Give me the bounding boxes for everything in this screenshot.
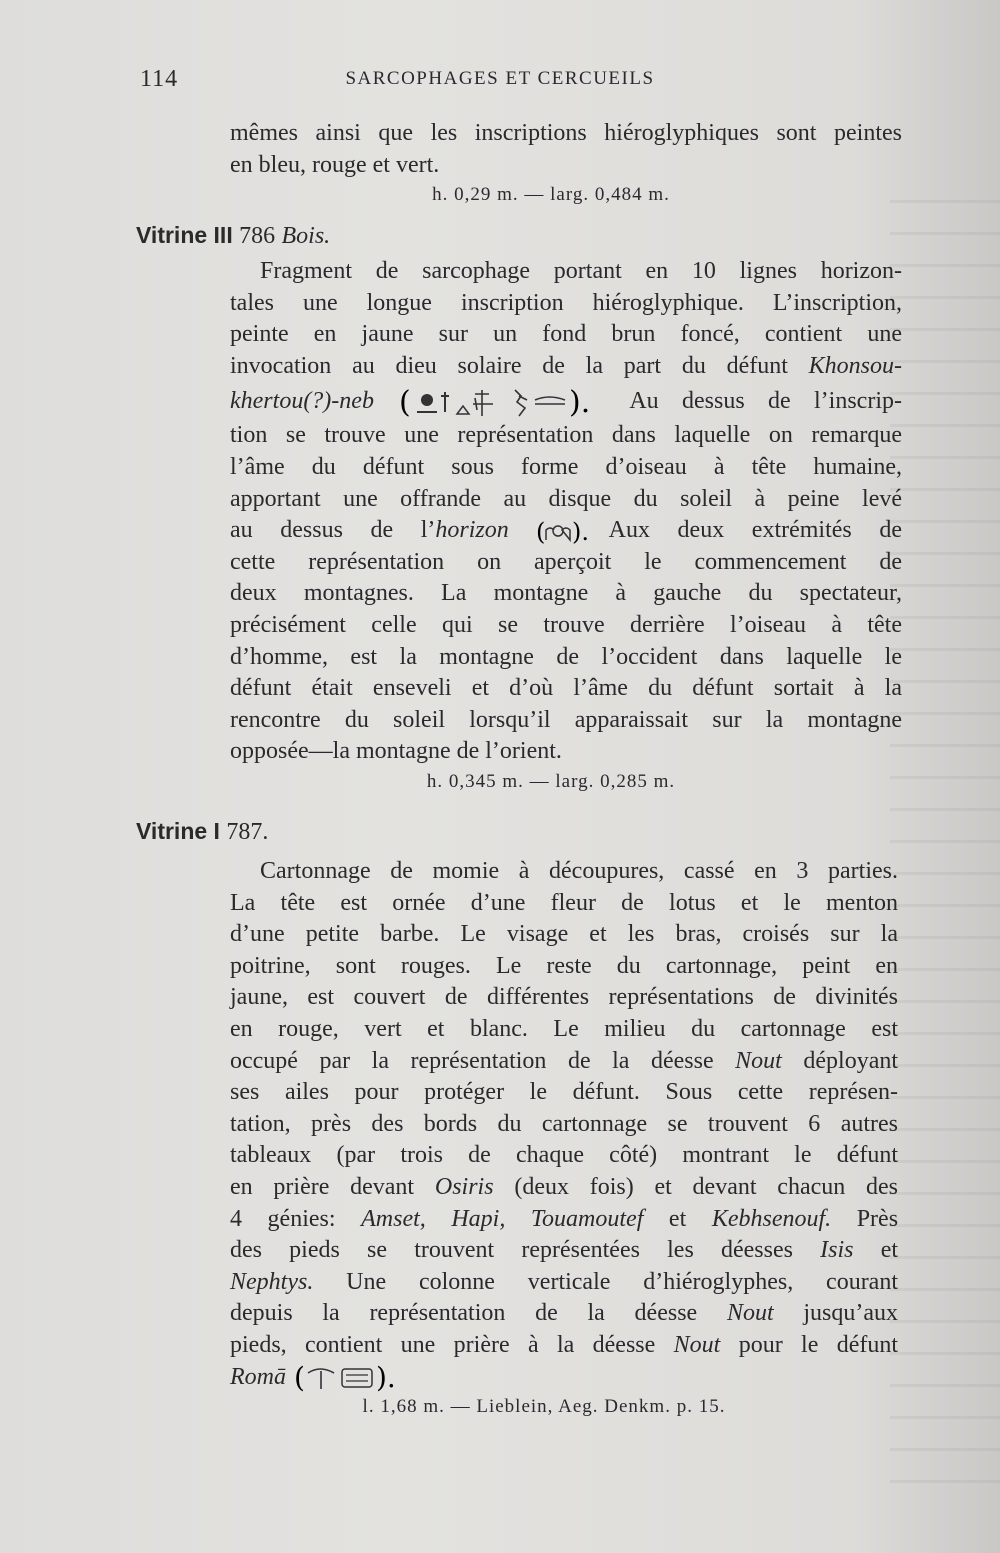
text-line: tales une longue inscription hiéroglyphique. L’inscription, (230, 289, 902, 316)
text-fragment: pieds, contient une prière à la déesse (230, 1331, 656, 1358)
text-line (230, 1046, 898, 1078)
entry-heading-786 (136, 222, 330, 250)
name-nout: Nout (673, 1331, 721, 1358)
svg-text:(: ( (399, 384, 412, 420)
text-line: opposée—la montagne de l’orient. (230, 738, 562, 765)
text-line (230, 382, 902, 420)
name-touamoutef: Touamoutef (530, 1205, 644, 1232)
text-line: Cartonnage de momie à découpures, cassé en 3 parties. (260, 858, 898, 884)
horizon-hieroglyph-icon (536, 517, 590, 546)
text-line: cette représentation on aperçoit le commencement de (230, 548, 902, 575)
text-line: précisément celle qui se trouve derrière l’oiseau à tête (230, 611, 902, 638)
text-line (230, 1267, 898, 1299)
page-header (0, 66, 1000, 96)
text-fragment: depuis la représentation de la déesse (230, 1300, 698, 1327)
measurements: h. 0,29 m. — larg. 0,484 m. (432, 184, 670, 206)
text-line: ses ailes pour protéger le défunt. Sous cette représen- (230, 1079, 898, 1106)
text-line: d’une petite barbe. Le visage et les bras, croisés sur la (230, 921, 898, 948)
text-fragment: pour le défunt (738, 1331, 899, 1358)
text-fragment: jusqu’aux (803, 1300, 899, 1327)
name-khertou: khertou(?)-neb (230, 388, 374, 415)
text-line (230, 515, 902, 547)
entry-heading-787 (136, 818, 268, 846)
text-line: deux montagnes. La montagne à gauche du spectateur, (230, 580, 902, 607)
text-line: tation, près des bords du cartonnage se trouvent 6 autres (230, 1110, 898, 1137)
svg-text:).: ). (569, 384, 591, 420)
text-line: l’âme du défunt sous forme d’oiseau à tête humaine, (230, 453, 902, 480)
text-fragment: et (880, 1237, 899, 1264)
entry-number: 786 (239, 223, 276, 249)
entry-787-text (230, 856, 898, 1421)
name-hapi: Hapi, (451, 1205, 506, 1232)
text-line: en bleu, rouge et vert. (230, 151, 440, 178)
measurements: h. 0,345 m. — larg. 0,285 m. (426, 770, 676, 792)
text-line: d’homme, est la montagne de l’occident dans laquelle le (230, 643, 902, 670)
text-fragment: au dessus de l’ (230, 517, 436, 544)
text-fragment: (deux fois) et devant chacun des (514, 1173, 899, 1200)
text-line (230, 351, 902, 383)
text-line (230, 1172, 898, 1204)
text-line: mêmes ainsi que les inscriptions hiéroglyphiques sont peintes (230, 120, 902, 146)
name-isis: Isis (820, 1237, 854, 1264)
svg-text:).: ). (572, 517, 590, 546)
name-nout: Nout (735, 1047, 782, 1074)
text-fragment: occupé par la représentation de la déesse (230, 1047, 714, 1074)
text-line: apportant une offrande au disque du soleil à peine levé (230, 485, 902, 512)
name-osiris: Osiris (434, 1173, 494, 1200)
text-line: La tête est ornée d’une fleur de lotus et le menton (230, 889, 898, 916)
name-khonsou: Khonsou- (808, 352, 903, 379)
name-roma: Romā (230, 1363, 286, 1390)
text-line: tion se trouve une représentation dans laquelle on remarque (230, 422, 902, 449)
text-line: poitrine, sont rouges. Le reste du cartonnage, peint en (230, 952, 898, 979)
name-nephtys: Nephtys. (230, 1268, 314, 1295)
intro-paragraph (230, 118, 902, 209)
text-line: en rouge, vert et blanc. Le milieu du cartonnage est (230, 1015, 898, 1042)
name-amset: Amset, (361, 1205, 426, 1232)
vitrine-label: Vitrine I (136, 818, 220, 844)
show-through-bleed (890, 200, 1000, 1500)
measurements: l. 1,68 m. — Lieblein, Aeg. Denkm. p. 15. (362, 1396, 726, 1418)
text-line: tableaux (par trois de chaque côté) montrant le défunt (230, 1142, 898, 1169)
text-line: défunt était enseveli et d’où l’âme du défunt sortait à la (230, 675, 902, 702)
name-kebhsenouf: Kebhsenouf. (711, 1205, 832, 1232)
text-line: peinte en jaune sur un fond brun foncé, contient une (230, 321, 902, 348)
text-fragment: Près (856, 1205, 899, 1232)
text-line (230, 1298, 898, 1330)
text-fragment: 4 génies: (230, 1205, 336, 1232)
svg-text:).: ). (376, 1360, 396, 1394)
text-line (230, 1330, 898, 1362)
text-line (230, 1204, 898, 1236)
svg-text:(: ( (294, 1360, 305, 1394)
text-line: rencontre du soleil lorsqu’il apparaissait sur la montagne (230, 706, 902, 733)
entry-786-text (230, 256, 902, 796)
name-nout: Nout (726, 1300, 774, 1327)
hieroglyph-cartouche-icon (397, 386, 607, 420)
text-fragment: invocation au dieu solaire de la part du défunt (230, 352, 788, 379)
term-horizon: horizon (435, 517, 509, 544)
text-fragment: en prière devant (230, 1173, 415, 1200)
running-title: SARCOPHAGES ET CERCUEILS (345, 68, 655, 89)
text-line: Fragment de sarcophage portant en 10 lignes horizon- (260, 258, 902, 284)
vitrine-label: Vitrine III (136, 222, 233, 248)
page-number: 114 (140, 66, 179, 92)
entry-material: Bois. (281, 223, 331, 249)
text-fragment: Une colonne verticale d’hiéroglyphes, courant (346, 1268, 899, 1295)
text-fragment: et (668, 1205, 687, 1232)
svg-text:(: ( (536, 517, 546, 546)
entry-number: 787. (226, 819, 269, 845)
text-line (230, 1362, 898, 1394)
text-fragment: Aux deux extrémités de (608, 517, 902, 544)
text-fragment: Au dessus de l’inscrip- (629, 388, 902, 415)
text-line (230, 1235, 898, 1267)
text-fragment: déployant (803, 1047, 899, 1074)
text-line: jaune, est couvert de différentes représentations de divinités (230, 984, 898, 1011)
text-fragment: des pieds se trouvent représentées les déesses (230, 1237, 793, 1264)
roma-cartouche-icon (292, 1360, 402, 1394)
